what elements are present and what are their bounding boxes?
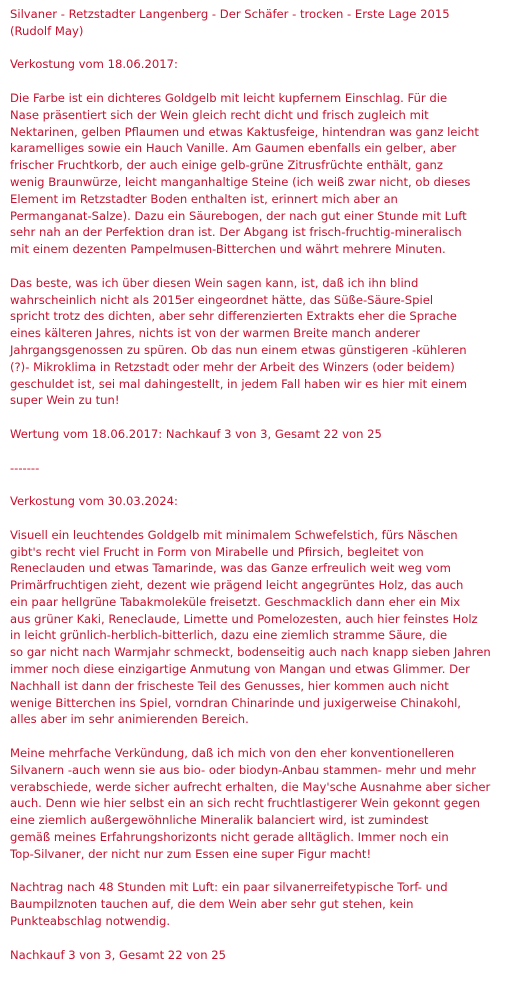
text-line: geschuldet ist, sei mal dahingestellt, in jedem Fall haben wir es hier mit einem: [10, 376, 467, 391]
text-line: Baumpilznoten tauchen auf, die dem Wein aber sehr gut stehen, kein: [10, 897, 414, 912]
text-line: Silvanern -auch wenn sie aus bio- oder biodyn-Anbau stammen- mehr und mehr: [10, 762, 477, 777]
text-line: eine ziemlich außergewöhnliche Mineralik balanciert wird, ist zumindest: [10, 813, 429, 828]
text-line: Das beste, was ich über diesen Wein sagen kann, ist, daß ich ihn blind: [10, 275, 419, 290]
text-line: frischer Fruchtkorb, der auch einige gelb-grüne Zitrusfrüchte enthält, ganz: [10, 158, 443, 173]
text-line: Reneclauden und etwas Tamarinde, was das Ganze erfreulich weit weg vom: [10, 561, 451, 576]
tasting-heading-2017: Verkostung vom 18.06.2017:: [10, 57, 178, 72]
text-line: Nase präsentiert sich der Wein gleich recht dicht und frisch zugleich mit: [10, 107, 429, 122]
text-line: immer noch diese einzigartige Anmutung von Mangan und etwas Glimmer. Der: [10, 662, 470, 677]
text-line: auch. Denn wie hier selbst ein an sich recht fruchtlastigerer Wein gekonnt gegen: [10, 796, 480, 811]
text-line: Visuell ein leuchtendes Goldgelb mit minimalem Schwefelstich, fürs Näschen: [10, 527, 458, 542]
text-line: ein paar hellgrüne Tabakmoleküle freisetzt. Geschmacklich dann eher ein Mix: [10, 594, 461, 609]
text-line: Permanganat-Salze). Dazu ein Säurebogen, der nach gut einer Stunde mit Luft: [10, 208, 467, 223]
text-line: in leicht grünlich-herblich-bitterlich, dazu eine ziemlich stramme Säure, die: [10, 628, 448, 643]
review-title: [10, 6, 514, 40]
tasting-2017-paragraph-2: [10, 275, 514, 409]
text-line: Nachtrag nach 48 Stunden mit Luft: ein paar silvanerreifetypische Torf- und: [10, 880, 448, 895]
text-line: (?)- Mikroklima in Retzstadt oder mehr der Arbeit des Winzers (oder beidem): [10, 359, 455, 374]
text-line: verabschiede, werde sicher aufrecht erhalten, die May'sche Ausnahme aber sicher: [10, 779, 491, 794]
text-line: alles aber im sehr animierenden Bereich.: [10, 712, 249, 727]
text-line: Meine mehrfache Verkündung, daß ich mich von den eher konventionelleren: [10, 746, 455, 761]
rating-2017: Wertung vom 18.06.2017: Nachkauf 3 von 3, Gesamt 22 von 25: [10, 426, 382, 441]
section-separator: -------: [10, 460, 40, 475]
text-line: wenige Bitterchen ins Spiel, vorndran Chinarinde und juxigerweise Chinakohl,: [10, 695, 461, 710]
text-line: Die Farbe ist ein dichteres Goldgelb mit leicht kupfernem Einschlag. Für die: [10, 90, 448, 105]
text-line: mit einem dezenten Pampelmusen-Bitterchen und währt mehrere Minuten.: [10, 242, 446, 257]
text-line: gemäß meines Erfahrungshorizonts nicht gerade alltäglich. Immer noch ein: [10, 830, 449, 845]
spacer: [10, 930, 514, 947]
text-line: sehr nah an der Perfektion dran ist. Der Abgang ist frisch-fruchtig-mineralisch: [10, 225, 462, 240]
text-line: Nektarinen, gelben Pflaumen und etwas Kaktusfeige, hintendran was ganz leicht: [10, 124, 479, 139]
tasting-heading-2024: Verkostung vom 30.03.2024:: [10, 494, 178, 509]
spacer: [10, 510, 514, 527]
tasting-2017-paragraph-1: [10, 90, 514, 258]
spacer: [10, 40, 514, 57]
text-line: Element im Retzstadter Boden enthalten ist, erinnert mich aber an: [10, 191, 398, 206]
text-line: Jahrgangsgenossen zu spüren. Ob das nun einem etwas günstigeren -kühleren: [10, 342, 467, 357]
text-line: wahrscheinlich nicht als 2015er eingeordnet hätte, das Süße-Säure-Spiel: [10, 292, 434, 307]
spacer: [10, 476, 514, 493]
tasting-2024-paragraph-2: [10, 745, 514, 863]
rating-2024: Nachkauf 3 von 3, Gesamt 22 von 25: [10, 947, 226, 962]
text-line: Top-Silvaner, der nicht nur zum Essen eine super Figur macht!: [10, 846, 372, 861]
producer-line: (Rudolf May): [10, 23, 84, 38]
spacer: [10, 728, 514, 745]
text-line: Punkteabschlag notwendig.: [10, 914, 171, 929]
tasting-2024-addendum: [10, 879, 514, 929]
text-line: gibt's recht viel Frucht in Form von Mirabelle und Pfirsich, begleitet von: [10, 544, 424, 559]
spacer: [10, 863, 514, 880]
text-line: wenig Braunwürze, leicht manganhaltige Steine (ich weiß zwar nicht, ob dieses: [10, 174, 471, 189]
spacer: [10, 443, 514, 460]
title-line: Silvaner - Retzstadter Langenberg - Der Schäfer - trocken - Erste Lage 2015: [10, 7, 450, 21]
tasting-2024-paragraph-1: [10, 527, 514, 729]
text-line: spricht trotz des dichten, aber sehr differenzierten Extrakts eher die Sprache: [10, 309, 457, 324]
spacer: [10, 73, 514, 90]
text-line: karamelliges sowie ein Hauch Vanille. Am Gaumen ebenfalls ein gelber, aber: [10, 141, 457, 156]
spacer: [10, 258, 514, 275]
text-line: Nachhall ist dann der frischeste Teil des Genusses, hier kommen auch nicht: [10, 678, 449, 693]
text-line: eines kälteren Jahres, nichts ist von der warmen Breite manch anderer: [10, 326, 420, 341]
text-line: so gar nicht nach Warmjahr schmeckt, bodenseitig auch nach knapp sieben Jahren: [10, 645, 491, 660]
spacer: [10, 409, 514, 426]
text-line: Primärfruchtigen zieht, dezent wie prägend leicht angegrüntes Holz, das auch: [10, 578, 464, 593]
text-line: super Wein zu tun!: [10, 393, 120, 408]
text-line: aus grüner Kaki, Reneclaude, Limette und Pomelozesten, auch hier feinstes Holz: [10, 611, 478, 626]
